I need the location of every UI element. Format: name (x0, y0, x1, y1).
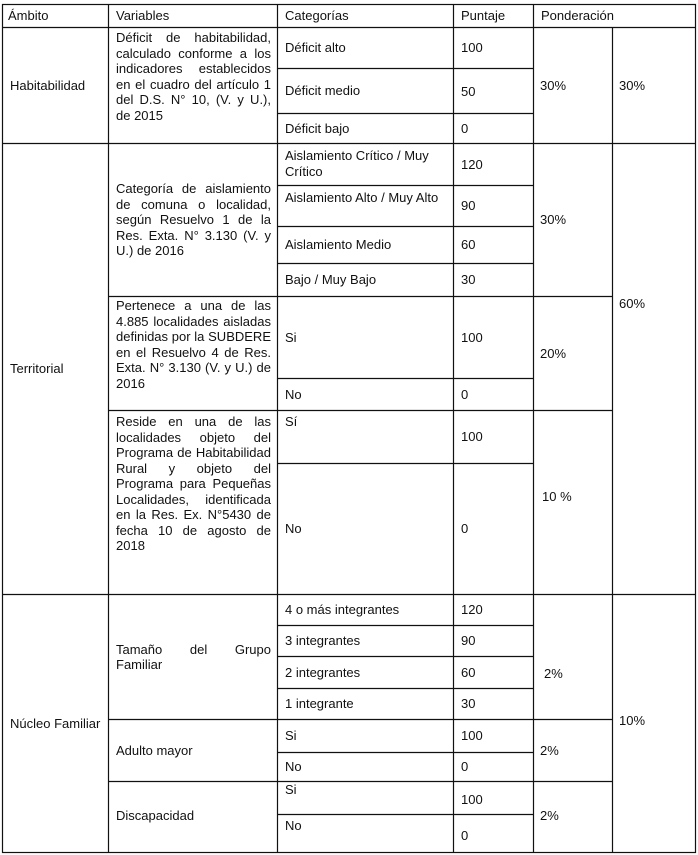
category-score: 30 (461, 272, 476, 288)
variable-programa-habitabilidad-rural: Reside en una de las localidades objeto del Programa de Habitabilidad Rural y objeto del Programa para Pequeñas Localidades, identificada en la Res. Ex. N°5430 de fecha 10 de agosto de 2018 (116, 414, 271, 553)
category-score: 0 (461, 759, 469, 775)
weight-ambito: 10% (619, 713, 646, 729)
header-ambito: Ámbito (8, 8, 49, 24)
variable-localidades-aisladas: Pertenece a una de las 4.885 localidades aisladas definidas por la SUBDERE en el Resuelvo 4 de Res. Exta. N° 3.130 (V. y U.) de 2016 (116, 298, 271, 391)
header-ponderacion: Ponderación (541, 8, 614, 24)
weight-variable: 2% (544, 666, 563, 682)
variable-tamano-grupo-familiar (110, 595, 277, 719)
variable-categoria-aislamiento (110, 144, 277, 296)
category-score: 100 (461, 429, 483, 445)
category-label: No (285, 818, 302, 833)
category-label: 3 integrantes (285, 633, 361, 649)
category-label: Si (285, 329, 297, 345)
weight-variable: 20% (540, 345, 567, 361)
category-label: Aislamiento Medio (285, 237, 392, 253)
category-label: Si (285, 782, 297, 797)
variable-text: Categoría de aislamiento de comuna o localidad, según Resuelvo 1 de la Res. Exta. N° 3.130 (V. y U.) de 2016 (116, 181, 271, 259)
category-score: 90 (461, 198, 476, 214)
category-label: 4 o más integrantes (285, 602, 400, 618)
category-label: Aislamiento Crítico / Muy Crítico (285, 148, 429, 179)
category-label: 2 integrantes (285, 664, 361, 680)
header-variables: Variables (116, 8, 170, 24)
category-score: 100 (461, 329, 483, 345)
category-label: No (285, 759, 302, 775)
category-label: 1 integrante (285, 696, 354, 712)
header-puntaje: Puntaje (461, 8, 506, 24)
category-label: Si (285, 728, 297, 744)
category-label: Aislamiento Alto / Muy Alto (285, 190, 439, 205)
variable-adulto-mayor: Adulto mayor (116, 742, 193, 758)
category-score: 0 (461, 828, 469, 844)
category-label: Déficit medio (285, 83, 361, 99)
category-label: Sí (285, 414, 298, 429)
category-label: No (285, 386, 302, 402)
weight-variable: 30% (540, 212, 567, 228)
category-label: No (285, 521, 302, 537)
category-label: Déficit alto (285, 40, 346, 56)
category-score: 0 (461, 521, 469, 537)
category-score: 60 (461, 664, 476, 680)
category-score: 60 (461, 237, 476, 253)
category-score: 0 (461, 120, 469, 136)
ambito-nucleo-familiar: Núcleo Familiar (10, 715, 101, 731)
category-score: 120 (461, 602, 483, 618)
weight-variable: 10 % (542, 489, 572, 505)
category-label: Bajo / Muy Bajo (285, 272, 377, 288)
category-score: 50 (461, 84, 476, 100)
ambito-habitabilidad: Habitabilidad (10, 77, 86, 93)
category-score: 0 (461, 386, 469, 402)
weight-variable: 2% (540, 808, 559, 824)
category-score: 30 (461, 696, 476, 712)
category-score: 100 (461, 792, 483, 808)
category-label: Déficit bajo (285, 120, 350, 136)
category-score: 100 (461, 40, 483, 56)
weight-ambito: 30% (619, 77, 646, 93)
weight-ambito: 60% (619, 295, 646, 311)
category-score: 120 (461, 156, 483, 172)
variable-discapacidad: Discapacidad (116, 808, 195, 824)
weight-variable: 30% (540, 77, 567, 93)
category-score: 100 (461, 728, 483, 744)
ambito-territorial: Territorial (10, 361, 64, 377)
variable-deficit-habitabilidad: Déficit de habitabilidad, calculado conforme a los indicadores establecidos en el cuadro del artículo 1 del D.S. N° 10, (V. y U.), de 2015 (116, 30, 271, 123)
header-categorias: Categorías (285, 8, 349, 24)
weight-variable: 2% (540, 742, 559, 758)
variable-text: Tamaño del Grupo Familiar (116, 641, 271, 672)
category-score: 90 (461, 633, 476, 649)
